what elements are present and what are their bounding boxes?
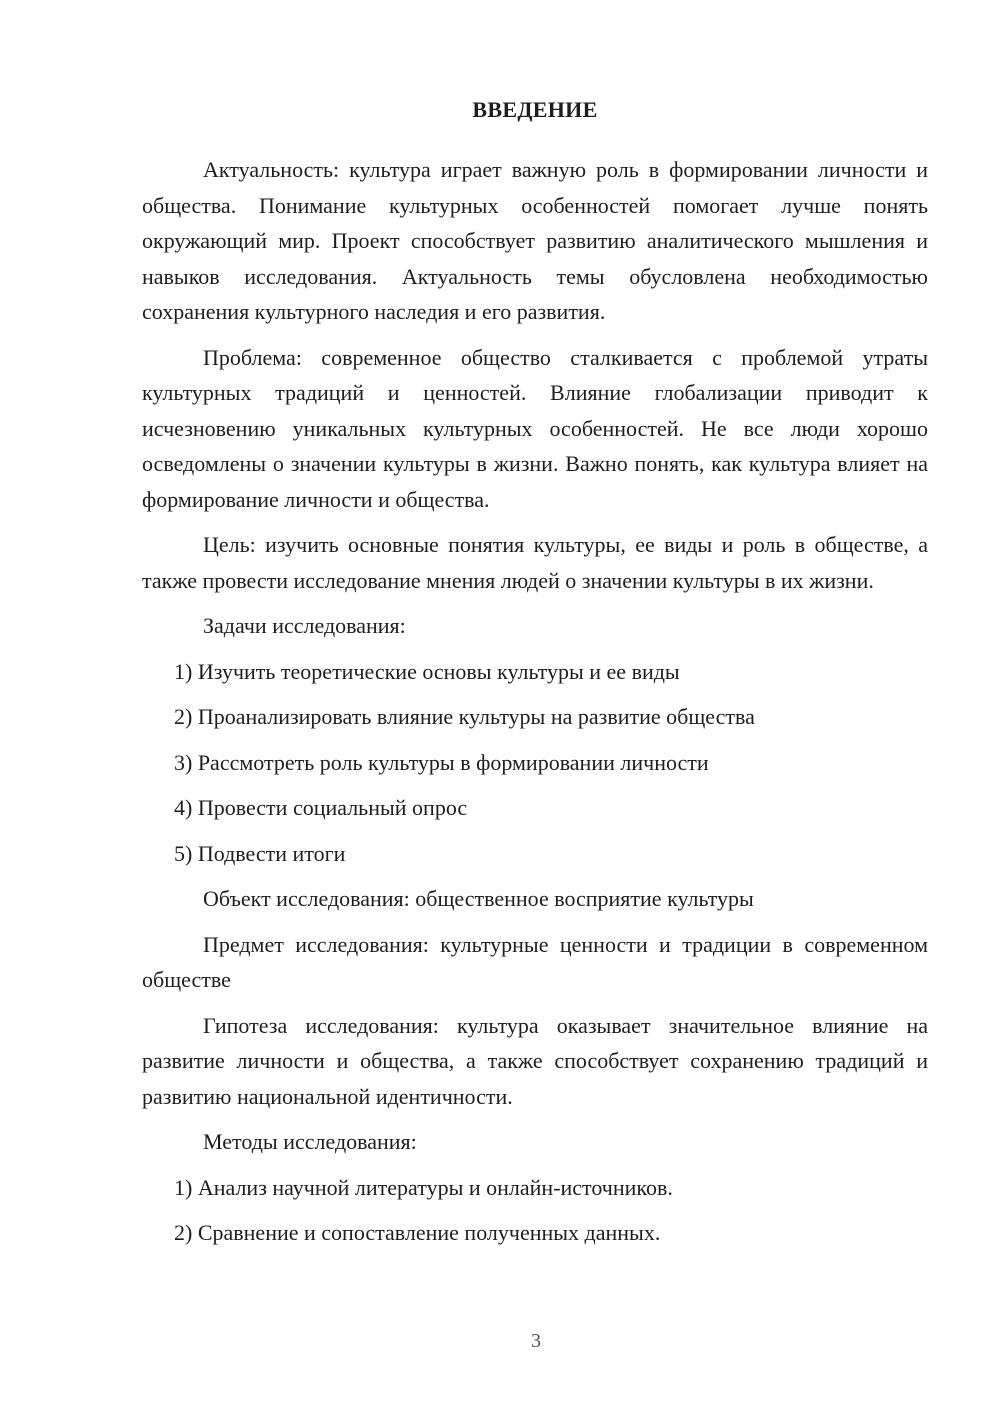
methods-list <box>142 1170 928 1251</box>
list-item: 2) Сравнение и сопоставление полученных данных. <box>174 1220 661 1245</box>
tasks-heading: Задачи исследования: <box>203 613 406 638</box>
tasks-list <box>142 654 928 872</box>
page-title: ВВЕДЕНИЕ <box>472 97 598 122</box>
list-item: 1) Анализ научной литературы и онлайн-источников. <box>174 1174 673 1200</box>
methods-heading: Методы исследования: <box>203 1129 417 1154</box>
goal-paragraph: Цель: изучить основные понятия культуры, ее виды и роль в обществе, а также провести исследование мнения людей о значении культуры в их жизни. <box>142 532 928 593</box>
relevance-paragraph: Актуальность: культура играет важную роль в формировании личности и общества. Понимание культурных особенностей помогает лучше понять окружающий мир. Проект способствует развитию аналитического мышления и навыков исследования. Актуальность темы обусловлена необходимостью сохранения культурного наследия и его развития. <box>142 157 928 324</box>
page-number: 3 <box>531 1330 541 1352</box>
problem-paragraph: Проблема: современное общество сталкивается с проблемой утраты культурных традиций и ценностей. Влияние глобализации приводит к исчезновению уникальных культурных особенностей. Не все люди хорошо осведомлены о значении культуры в жизни. Важно понять, как культура влияет на формирование личности и общества. <box>142 344 928 512</box>
list-item: 3) Рассмотреть роль культуры в формировании личности <box>174 749 709 775</box>
list-item: 2) Проанализировать влияние культуры на развитие общества <box>174 704 755 729</box>
object-paragraph: Объект исследования: общественное восприятие культуры <box>203 886 754 911</box>
list-item: 4) Провести социальный опрос <box>174 795 468 820</box>
list-item: 1) Изучить теоретические основы культуры и ее виды <box>174 658 680 684</box>
list-item: 5) Подвести итоги <box>174 840 346 866</box>
subject-paragraph: Предмет исследования: культурные ценности и традиции в современном обществе <box>142 931 928 992</box>
page-content <box>142 90 928 1261</box>
hypothesis-paragraph: Гипотеза исследования: культура оказывает значительное влияние на развитие личности и общества, а также способствует сохранению традиций и развитию национальной идентичности. <box>142 1012 928 1109</box>
